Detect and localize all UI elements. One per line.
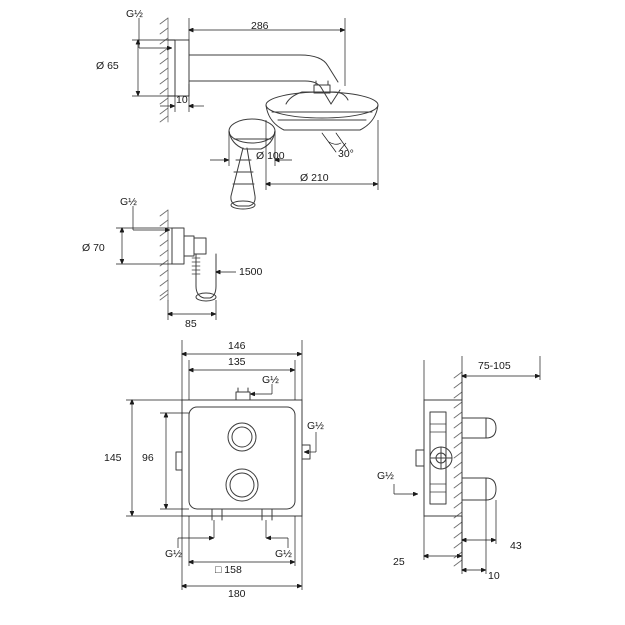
label-outer-height: 145 bbox=[104, 452, 122, 464]
label-head-shower-diameter: Ø 210 bbox=[300, 172, 329, 184]
label-flange-diameter: Ø 65 bbox=[96, 60, 119, 72]
label-install-depth-range: 75-105 bbox=[478, 360, 511, 372]
label-bottom-right-thread: G½ bbox=[275, 548, 292, 560]
label-wall-thickness: 10 bbox=[488, 570, 500, 582]
label-side-connection-thread: G½ bbox=[307, 420, 324, 432]
label-spray-angle: 30° bbox=[338, 148, 354, 160]
label-hose-length: 1500 bbox=[239, 266, 263, 278]
label-top-connection-thread: G½ bbox=[262, 374, 279, 386]
label-bottom-left-thread: G½ bbox=[165, 548, 182, 560]
label-arm-length: 286 bbox=[251, 20, 269, 32]
label-inner-height: 96 bbox=[142, 452, 154, 464]
label-overall-width: 180 bbox=[228, 588, 246, 600]
label-inner-width: 135 bbox=[228, 356, 246, 368]
label-union-flange-diameter: Ø 70 bbox=[82, 242, 105, 254]
label-wall-offset: 10 bbox=[176, 94, 188, 106]
label-trim-depth: 43 bbox=[510, 540, 522, 552]
label-projection: 85 bbox=[185, 318, 197, 330]
label-hand-shower-diameter: Ø 100 bbox=[256, 150, 285, 162]
label-box-square-size: □ 158 bbox=[215, 564, 242, 576]
label-union-thread: G½ bbox=[120, 196, 137, 208]
label-inlet-thread-top: G½ bbox=[126, 8, 143, 20]
label-front-depth: 25 bbox=[393, 556, 405, 568]
label-section-thread: G½ bbox=[377, 470, 394, 482]
label-outer-width: 146 bbox=[228, 340, 246, 352]
